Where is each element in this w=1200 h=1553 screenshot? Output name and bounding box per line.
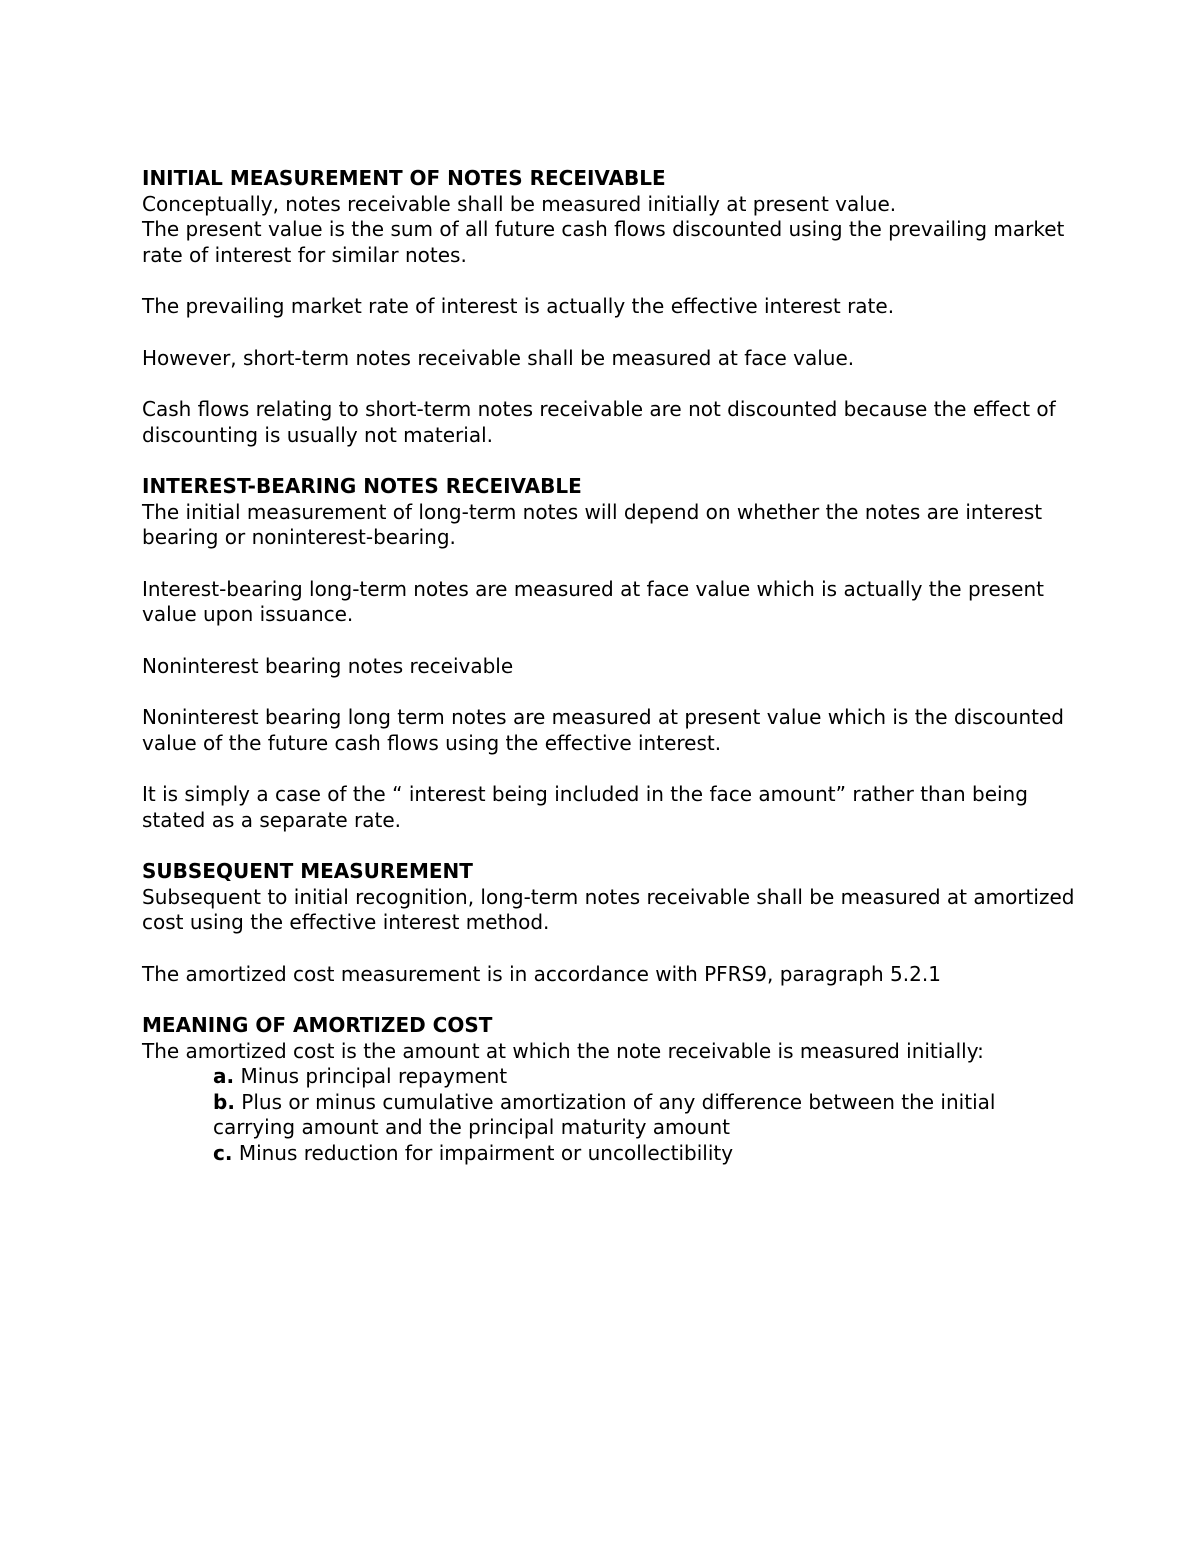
list-item-letter: a. — [213, 1064, 235, 1088]
list-item-text: Minus reduction for impairment or uncollectibility — [238, 1140, 734, 1165]
list-item — [213, 1064, 1077, 1090]
paragraph: Noninterest bearing long term notes are measured at present value which is the discounted value of the future cash flows using the effective interest. — [142, 705, 1064, 755]
paragraph: The amortized cost is the amount at which the note receivable is measured initially: — [142, 1038, 984, 1063]
amortized-cost-list — [142, 1064, 1077, 1166]
paragraph-gap — [142, 371, 1077, 397]
paragraph: Interest-bearing long-term notes are measured at face value which is actually the present value upon issuance. — [142, 576, 1044, 626]
paragraph-gap — [142, 987, 1077, 1013]
section-heading-amortized-cost: MEANING OF AMORTIZED COST — [142, 1013, 493, 1037]
list-item — [213, 1141, 1077, 1167]
list-item-text: Plus or minus cumulative amortization of any difference between the initial carrying amount and the principal maturity amount — [213, 1089, 996, 1139]
paragraph: Conceptually, notes receivable shall be measured initially at present value. — [142, 191, 897, 216]
paragraph: The present value is the sum of all future cash flows discounted using the prevailing market rate of interest for similar notes. — [142, 217, 1065, 267]
list-item-letter: c. — [213, 1140, 233, 1165]
paragraph-gap — [142, 268, 1077, 294]
paragraph-gap — [142, 756, 1077, 782]
section-heading-interest-bearing: INTEREST-BEARING NOTES RECEIVABLE — [142, 474, 582, 498]
paragraph-gap — [142, 551, 1077, 577]
paragraph: Cash flows relating to short-term notes receivable are not discounted because the effect of discounting is usually not material. — [142, 397, 1056, 447]
paragraph-gap — [142, 628, 1077, 654]
paragraph: The initial measurement of long-term notes will depend on whether the notes are interest bearing or noninterest-bearing. — [142, 499, 1043, 549]
paragraph: Subsequent to initial recognition, long-term notes receivable shall be measured at amortized cost using the effective interest method. — [142, 884, 1075, 934]
paragraph: It is simply a case of the “ interest being included in the face amount” rather than being stated as a separate rate. — [142, 782, 1028, 832]
list-item-text: Minus principal repayment — [240, 1064, 508, 1088]
list-item — [213, 1090, 1077, 1141]
document-page — [142, 166, 1077, 1166]
paragraph-gap — [142, 833, 1077, 859]
paragraph-gap — [142, 936, 1077, 962]
paragraph-gap — [142, 448, 1077, 474]
paragraph-gap — [142, 679, 1077, 705]
paragraph: Noninterest bearing notes receivable — [142, 653, 514, 678]
section-heading-subsequent-measurement: SUBSEQUENT MEASUREMENT — [142, 859, 473, 883]
paragraph: However, short-term notes receivable shall be measured at face value. — [142, 345, 855, 370]
paragraph: The prevailing market rate of interest is actually the effective interest rate. — [142, 294, 895, 318]
list-item-letter: b. — [213, 1089, 235, 1114]
paragraph: The amortized cost measurement is in accordance with PFRS9, paragraph 5.2.1 — [142, 961, 941, 986]
section-heading-initial-measurement: INITIAL MEASUREMENT OF NOTES RECEIVABLE — [142, 166, 666, 190]
paragraph-gap — [142, 320, 1077, 346]
